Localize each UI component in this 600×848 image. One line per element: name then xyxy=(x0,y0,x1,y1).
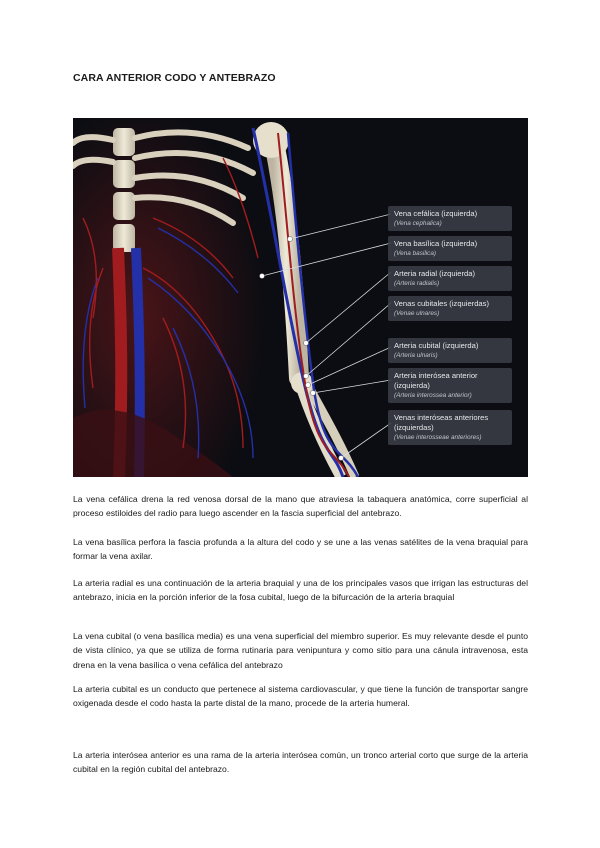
label-cephalic-vein xyxy=(388,206,512,231)
label-latin: (Venae ulnares) xyxy=(394,310,440,317)
paragraph-cubital-vein: La vena cubital (o vena basílica media) es una vena superficial del miembro superior. Es muy relevante desde el punto de vista clínico, ya que se utiliza de forma rutinaria para venipuntura y como sitio para una cánula intravenosa, esta drena en la vena basílica o vena cefálica del antebrazo xyxy=(73,631,528,670)
label-latin: (Arteria ulnaris) xyxy=(394,352,438,359)
label-name: Arteria interósea anterior (izquierda) xyxy=(394,371,478,390)
paragraph-ulnar-artery: La arteria cubital es un conducto que pertenece al sistema cardiovascular, y que tiene la función de transportar sangre oxigenada desde el codo hasta la parte distal de la mano, procede de la arteria humeral. xyxy=(73,684,528,709)
label-name: Arteria cubital (izquierda) xyxy=(394,341,479,350)
label-ulnar-veins xyxy=(388,296,512,321)
paragraph-interosseous-artery: La arteria interósea anterior es una rama de la arteria interósea común, un tronco arterial corto que surge de la arteria cubital en la región cubital del antebrazo. xyxy=(73,750,528,775)
label-latin: (Arteria radialis) xyxy=(394,280,440,287)
label-name: Arteria radial (izquierda) xyxy=(394,269,476,278)
paragraph-cephalic-vein: La vena cefálica drena la red venosa dorsal de la mano que atraviesa la tabaquera anatómica, corre superficial al proceso estiloides del radio para luego ascender en la fascia superficial del antebrazo. xyxy=(73,494,528,519)
label-name: Vena cefálica (izquierda) xyxy=(394,209,478,218)
label-name: Venas interóseas anteriores (izquierdas) xyxy=(394,413,489,432)
paragraph-radial-artery: La arteria radial es una continuación de la arteria braquial y una de los principales vasos que irrigan las estructuras del antebrazo, inicia en la porción inferior de la fosa cubital, luego de la bifurcación de la arteria braquial xyxy=(73,578,528,603)
label-name: Venas cubitales (izquierdas) xyxy=(394,299,489,308)
label-latin: (Venae interosseae anteriores) xyxy=(394,434,482,441)
label-radial-artery xyxy=(388,266,512,291)
label-ulnar-artery xyxy=(388,338,512,363)
label-name: Vena basílica (izquierda) xyxy=(394,239,478,248)
label-latin: (Vena basilica) xyxy=(394,250,437,257)
label-latin: (Vena cephalica) xyxy=(394,220,442,227)
label-latin: (Arteria interossea anterior) xyxy=(394,392,472,399)
anatomy-figure xyxy=(73,118,528,477)
paragraph-basilic-vein: La vena basílica perfora la fascia profunda a la altura del codo y se une a las venas satélites de la vena braquial para formar la vena axilar. xyxy=(73,537,528,562)
page-title: CARA ANTERIOR CODO Y ANTEBRAZO xyxy=(73,72,276,84)
label-anterior-interosseous-veins xyxy=(388,410,512,445)
label-anterior-interosseous-artery xyxy=(388,368,512,403)
label-basilic-vein xyxy=(388,236,512,261)
